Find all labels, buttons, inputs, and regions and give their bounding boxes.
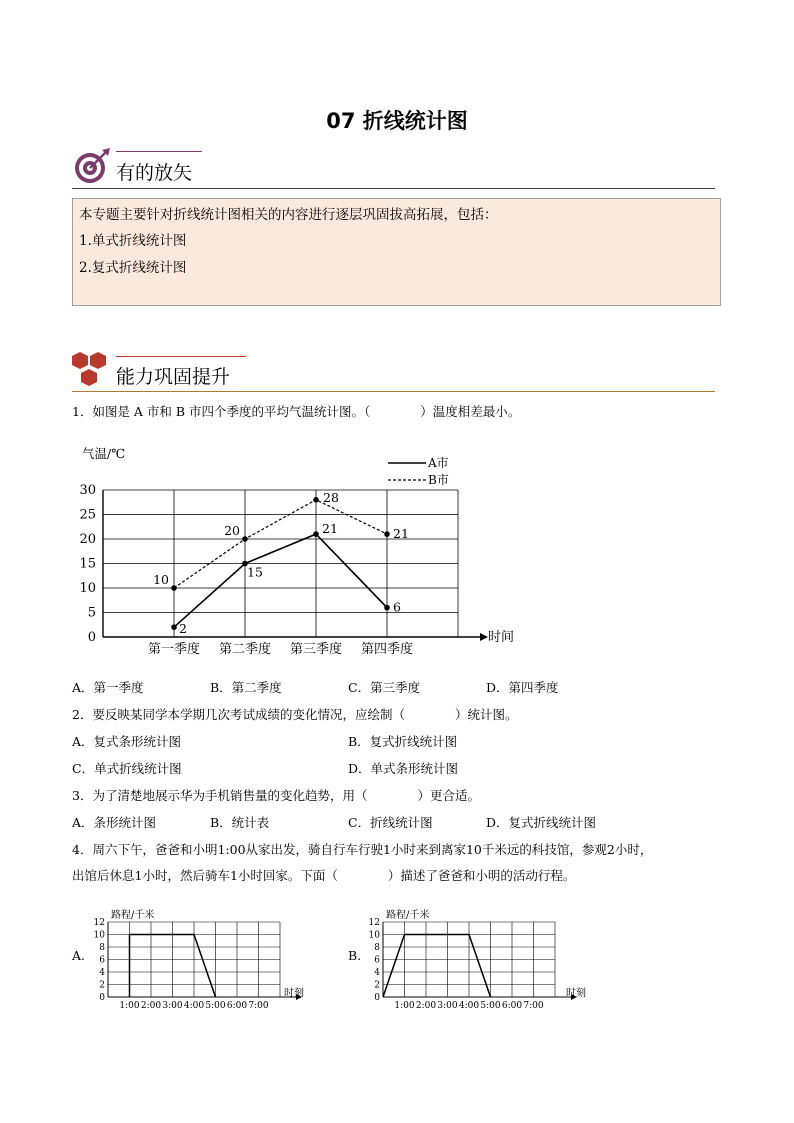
x-tick-label: 第二季度	[218, 642, 272, 657]
y-tick-label: 8	[99, 943, 105, 953]
intro-line-2: 1.单式折线统计图	[79, 233, 187, 249]
data-point	[242, 536, 248, 542]
heading-accent-line	[116, 356, 246, 357]
y-tick-label: 10	[93, 930, 105, 941]
heading-accent-line	[116, 151, 202, 152]
legend-label-b: B市	[428, 473, 449, 487]
chart-body	[369, 918, 577, 1011]
y-tick-label: 0	[99, 993, 105, 1003]
data-point	[171, 585, 177, 591]
q3-stem: 3．为了清楚地展示华为手机销售量的变化趋势，用（ ）更合适。	[72, 788, 480, 803]
x-axis-arrowhead	[480, 633, 488, 641]
data-point	[384, 531, 390, 537]
data-point	[384, 605, 390, 611]
section2-divider	[72, 391, 715, 392]
q4-chart-a	[88, 903, 318, 1011]
x-tick-label: 第四季度	[360, 642, 414, 657]
q4-option-b: B.	[348, 948, 362, 963]
y-tick-label: 25	[79, 507, 96, 523]
data-label: 28	[323, 489, 339, 505]
q1-option-a: A．第一季度	[72, 680, 144, 695]
q2-option-a: A．复式条形统计图	[72, 734, 182, 749]
y-tick-label: 4	[99, 968, 105, 978]
data-label: 20	[224, 523, 240, 538]
data-label: 21	[393, 526, 409, 542]
y-axis-label: 路程/千米	[111, 910, 155, 921]
x-tick-label: 3:00	[162, 1001, 183, 1011]
chart-series	[153, 490, 409, 636]
x-tick-label: 2:00	[140, 1001, 162, 1011]
x-tick-label: 6:00	[501, 1001, 523, 1011]
q3-option-b: B．统计表	[210, 815, 270, 830]
q2-option-d: D．单式条形统计图	[348, 761, 459, 776]
q1-stem: 1．如图是 A 市和 B 市四个季度的平均气温统计图。（ ）温度相差最小。	[72, 404, 521, 419]
q2-option-c: C．单式折线统计图	[72, 761, 182, 776]
data-label: 21	[322, 521, 338, 537]
y-tick-label: 15	[79, 556, 96, 572]
x-tick-label: 7:00	[523, 1001, 544, 1011]
y-tick-label: 4	[374, 968, 380, 978]
section1-heading: 有的放矢	[116, 162, 193, 184]
y-tick-label: 10	[368, 930, 380, 941]
y-tick-label: 20	[79, 532, 96, 547]
chart-body	[94, 918, 302, 1011]
y-tick-label: 2	[374, 980, 380, 991]
q1-chart	[70, 440, 530, 665]
y-tick-label: 8	[374, 943, 380, 953]
q4-stem-line1: 4．周六下午，爸爸和小明1:00从家出发，骑自行车行驶1小时来到离家10千米远的科技馆，参观2小时，	[72, 842, 653, 857]
y-tick-label: 0	[87, 630, 96, 645]
target-icon	[72, 146, 112, 186]
legend-label-a: A市	[428, 456, 449, 470]
x-tick-labels	[148, 641, 413, 657]
q3-option-d: D．复式折线统计图	[486, 815, 597, 830]
q3-option-c: C．折线统计图	[348, 815, 433, 830]
intro-box	[72, 198, 721, 306]
x-tick-label: 1:00	[119, 1001, 140, 1011]
y-tick-label: 12	[368, 918, 380, 928]
q4-stem-line2: 出馆后休息1小时，然后骑车1小时回家。下面（ ）描述了爸爸和小明的活动行程。	[72, 868, 576, 883]
section2-heading: 能力巩固提升	[116, 366, 231, 388]
intro-line-1: 本专题主要针对折线统计图相关的内容进行逐层巩固拔高拓展，包括：	[79, 207, 498, 223]
data-label: 15	[247, 564, 263, 580]
q1-option-d: D．第四季度	[486, 680, 559, 695]
q1-option-c: C．第三季度	[348, 680, 421, 695]
x-axis-label: 时刻	[284, 988, 304, 999]
q2-option-b: B．复式折线统计图	[348, 734, 458, 749]
q3-option-a: A．条形统计图	[72, 815, 157, 830]
y-tick-label: 0	[374, 993, 380, 1003]
y-tick-labels	[79, 483, 96, 645]
x-tick-label: 7:00	[248, 1001, 269, 1011]
x-tick-label: 2:00	[415, 1001, 437, 1011]
series-line	[383, 935, 491, 998]
y-tick-label: 12	[93, 918, 105, 928]
x-tick-label: 4:00	[183, 1001, 205, 1011]
q4-chart-b	[363, 903, 593, 1011]
y-axis-label: 气温/℃	[82, 446, 126, 461]
x-tick-label: 1:00	[394, 1001, 415, 1011]
q2-stem: 2．要反映某同学本学期几次考试成绩的变化情况，应绘制（ ）统计图。	[72, 707, 518, 722]
q1-option-b: B．第二季度	[210, 680, 282, 695]
data-label: 10	[153, 572, 169, 587]
data-label: 2	[179, 621, 187, 637]
x-tick-label: 第三季度	[289, 642, 343, 657]
series-line-0	[174, 534, 387, 627]
chart-grid	[103, 490, 488, 641]
y-tick-label: 30	[79, 483, 96, 498]
y-axis-label: 路程/千米	[386, 910, 430, 921]
y-tick-label: 5	[87, 605, 96, 621]
x-tick-label: 5:00	[480, 1001, 501, 1011]
hexagon-icon	[68, 350, 112, 390]
data-label: 6	[393, 599, 401, 615]
data-point	[171, 624, 177, 630]
data-point	[313, 497, 319, 503]
section1-divider	[72, 188, 715, 189]
x-axis-label: 时刻	[566, 988, 586, 999]
q4-option-a: A.	[72, 948, 86, 963]
intro-line-3: 2.复式折线统计图	[79, 260, 187, 276]
x-tick-label: 6:00	[226, 1001, 248, 1011]
y-tick-label: 6	[99, 955, 105, 966]
x-tick-label: 3:00	[437, 1001, 458, 1011]
legend	[388, 456, 449, 487]
data-point	[313, 531, 319, 537]
x-axis-label: 时间	[488, 630, 515, 645]
x-tick-label: 5:00	[205, 1001, 226, 1011]
y-tick-label: 2	[99, 980, 105, 991]
page-title: 07 折线统计图	[326, 109, 468, 133]
y-tick-label: 10	[79, 581, 96, 596]
x-tick-label: 4:00	[458, 1001, 480, 1011]
x-tick-label: 第一季度	[147, 642, 201, 657]
y-tick-label: 6	[374, 955, 380, 966]
